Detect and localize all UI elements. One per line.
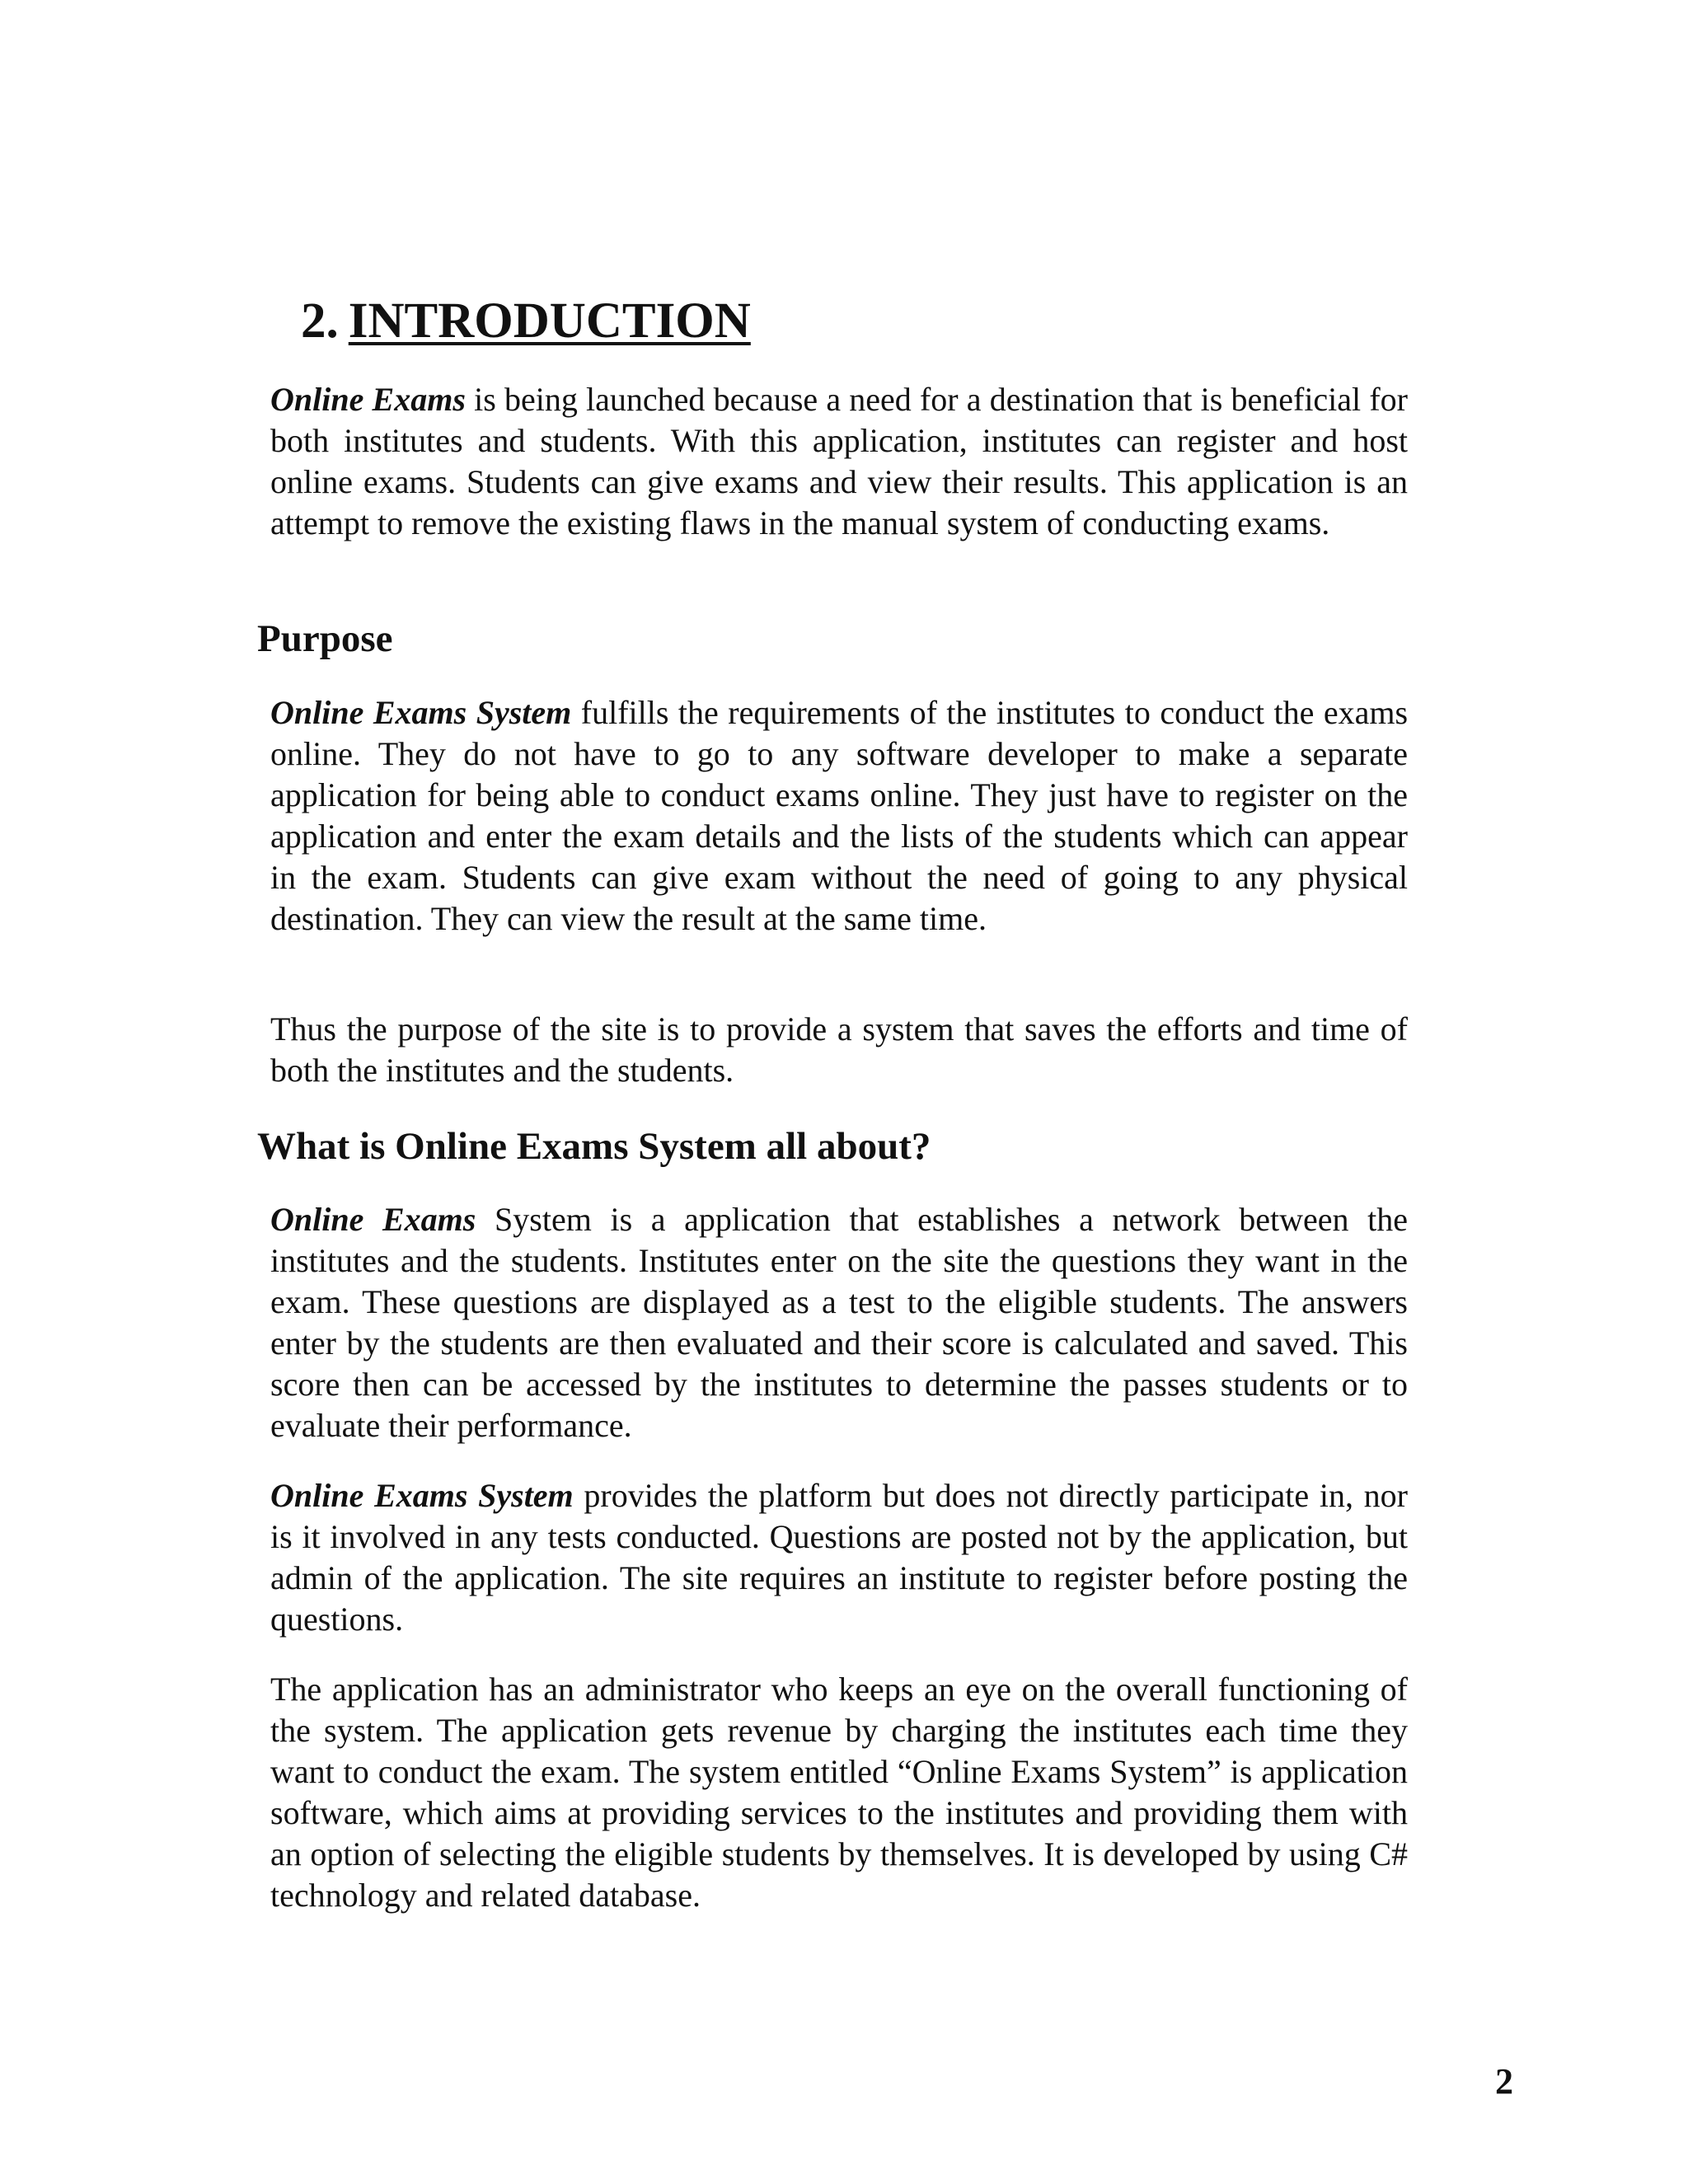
about-heading: What is Online Exams System all about? (257, 1125, 931, 1168)
about-text-2: provides the platform but does not directly participate in, nor is it involved in any tests conducted. Questions are posted not by the application, but admin of the application. The site requires an institute to register before posting the questions. (270, 1477, 1408, 1638)
about-paragraph-3: The application has an administrator who keeps an eye on the overall functioning of the system. The application gets revenue by charging the institutes each time they want to conduct the exam. The system entitled “Online Exams System” is application software, which aims at providing services to the institutes and providing them with an option of selecting the eligible students by themselves. It is developed by using C# technology and related database. (270, 1671, 1408, 1914)
intro-paragraph (270, 379, 1408, 544)
intro-text: is being launched because a need for a destination that is beneficial for both institutes and students. With this application, institutes can register and host online exams. Students can give exams and view their results. This application is an attempt to remove the existing flaws in the manual system of conducting exams. (270, 381, 1408, 541)
page-number: 2 (1495, 2061, 1513, 2102)
purpose-emphasis: Online Exams System (270, 694, 572, 731)
section-heading (301, 293, 751, 350)
section-title: INTRODUCTION (348, 293, 751, 349)
about-paragraph-1 (270, 1199, 1408, 1446)
about-paragraph-2 (270, 1475, 1408, 1640)
about-emphasis-1: Online Exams (270, 1201, 476, 1238)
purpose-paragraph-1 (270, 692, 1408, 940)
about-emphasis-2: Online Exams System (270, 1477, 574, 1514)
purpose-heading: Purpose (257, 617, 393, 660)
purpose-paragraph-2: Thus the purpose of the site is to provide a system that saves the efforts and time of both the institutes and the students. (270, 1010, 1408, 1089)
about-text-1: System is a application that establishes a network between the institutes and the students. Institutes enter on the site the questions they want in the exam. These questions are displayed as a test to the eligible students. The answers enter by the students are then evaluated and their score is calculated and saved. This score then can be accessed by the institutes to determine the passes students or to evaluate their performance. (270, 1201, 1409, 1444)
section-number: 2. (301, 293, 339, 349)
intro-emphasis: Online Exams (270, 381, 466, 418)
purpose-text-1: fulfills the requirements of the institutes to conduct the exams online. They do not have to go to any software developer to make a separate application for being able to conduct exams online. They just have to register on the application and enter the exam details and the lists of the students which can appear in the exam. Students can give exam without the need of going to any physical destination. They can view the result at the same time. (270, 694, 1409, 937)
